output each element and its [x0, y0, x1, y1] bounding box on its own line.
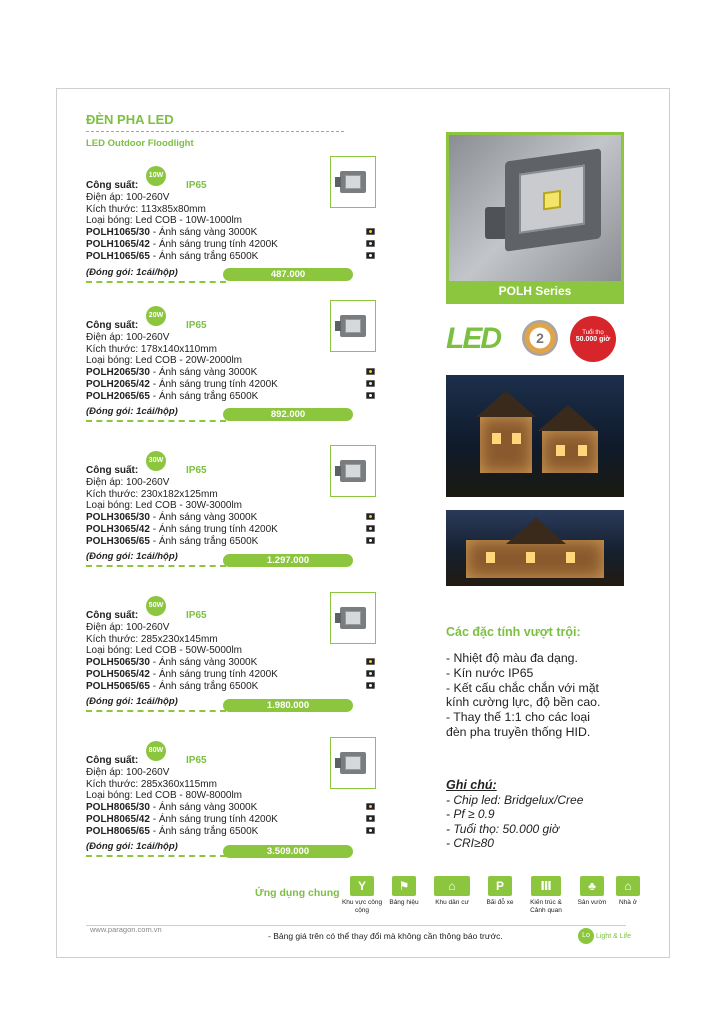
website-link[interactable]: www.paragon.com.vn: [90, 925, 162, 934]
app-label: Khu vực công cộng: [341, 899, 383, 914]
price-divider: [86, 855, 226, 857]
variant-row: [86, 251, 278, 263]
variant-row: [86, 367, 278, 379]
variant-desc: - Ánh sáng vàng 3000K: [149, 657, 258, 669]
warm-light-icon: [366, 228, 375, 235]
warranty-badge: 2: [522, 320, 558, 356]
product-specs: [86, 172, 278, 263]
ip-rating: IP65: [186, 755, 207, 766]
app-label: Bảng hiệu: [389, 899, 419, 906]
price-tag: 1.980.000: [223, 699, 353, 712]
watt-badge: 20W: [146, 306, 166, 326]
feature-item: - Thay thế 1:1 cho các loại: [446, 710, 591, 725]
product-card-20w: [86, 312, 378, 450]
variant-row: [86, 657, 278, 669]
page-title: ĐÈN PHA LED: [86, 112, 174, 127]
app-public-area: [340, 876, 384, 914]
neutral-light-icon: [366, 240, 375, 247]
neutral-light-icon: [366, 670, 375, 677]
ip-rating: IP65: [186, 610, 207, 621]
variant-desc: - Ánh sáng vàng 3000K: [149, 367, 258, 379]
packaging-note: (Đóng gói: 1cái/hộp): [86, 841, 178, 852]
variant-desc: - Ánh sáng trung tính 4200K: [149, 523, 278, 535]
certification-logos: [446, 316, 624, 362]
watt-badge: 80W: [146, 741, 166, 761]
variant-row: [86, 536, 278, 548]
note-item: - Chip led: Bridgelux/Cree: [446, 793, 584, 807]
variant-desc: - Ánh sáng trắng 6500K: [149, 535, 259, 547]
residential-icon: ⌂: [434, 876, 470, 896]
size-text: Kích thước: 285x360x115mm: [86, 778, 217, 790]
price-divider: [86, 420, 226, 422]
app-label: Khu dân cư: [435, 899, 469, 906]
variant-desc: - Ánh sáng trắng 6500K: [149, 680, 259, 692]
power-label: Công suất:: [86, 465, 139, 476]
hero-product-image: [449, 135, 621, 281]
power-label: Công suất:: [86, 320, 139, 331]
product-specs: [86, 602, 278, 693]
product-specs: [86, 747, 278, 838]
variant-desc: - Ánh sáng trắng 6500K: [149, 390, 259, 402]
product-card-30w: [86, 457, 378, 595]
feature-item: - Kết cấu chắc chắn với mặt: [446, 680, 599, 695]
signboard-icon: ⚑: [392, 876, 416, 896]
packaging-note: (Đóng gói: 1cái/hộp): [86, 696, 178, 707]
variant-row: [86, 512, 278, 524]
app-residential: [430, 876, 474, 907]
cool-light-icon: [366, 252, 375, 259]
seal-main-text: 50.000 giờ: [575, 336, 611, 343]
variant-row: [86, 227, 278, 239]
cool-light-icon: [366, 392, 375, 399]
ip-rating: IP65: [186, 320, 207, 331]
bulb-text: Loại bóng: Led COB - 30W-3000lm: [86, 500, 243, 512]
neutral-light-icon: [366, 380, 375, 387]
floodlight-icon: [340, 752, 366, 774]
power-label: Công suất:: [86, 610, 139, 621]
price-divider: [86, 281, 226, 283]
product-card-10w: [86, 172, 378, 310]
variant-desc: - Ánh sáng trung tính 4200K: [149, 238, 278, 250]
product-card-80w: [86, 747, 378, 885]
brand-logo: [578, 928, 631, 944]
variant-code: POLH5065/42: [86, 668, 150, 680]
floodlight-thumbnail[interactable]: [330, 156, 376, 208]
power-label: Công suất:: [86, 755, 139, 766]
note-item: - Tuổi thọ: 50.000 giờ: [446, 821, 560, 836]
variant-row: [86, 239, 278, 251]
app-label: Bãi đỗ xe: [486, 899, 514, 906]
disclaimer-text: - Bảng giá trên có thể thay đổi mà không cần thông báo trước.: [268, 931, 503, 941]
app-label: Nhà ở: [619, 899, 637, 906]
garden-icon: ♣: [580, 876, 604, 896]
app-home: [606, 876, 650, 907]
warm-light-icon: [366, 513, 375, 520]
house-lighting-photo: [446, 510, 624, 586]
variant-desc: - Ánh sáng vàng 3000K: [149, 802, 258, 814]
bulb-text: Loại bóng: Led COB - 80W-8000lm: [86, 790, 243, 802]
variant-row: [86, 826, 278, 838]
brand-mark-icon: Lo: [578, 928, 594, 944]
price-tag: 3.509.000: [223, 845, 353, 858]
features-list: [446, 651, 600, 740]
price-divider: [86, 565, 226, 567]
feature-item: - Kín nước IP65: [446, 665, 534, 680]
home-icon: ⌂: [616, 876, 640, 896]
variant-code: POLH8065/42: [86, 813, 150, 825]
floodlight-icon: [505, 148, 601, 251]
variant-code: POLH8065/30: [86, 802, 150, 814]
variant-code: POLH1065/30: [86, 227, 150, 239]
app-label: Sân vườn: [577, 899, 607, 906]
cool-light-icon: [366, 827, 375, 834]
floodlight-thumbnail[interactable]: [330, 445, 376, 497]
variant-code: POLH3065/30: [86, 512, 150, 524]
floodlight-thumbnail[interactable]: [330, 592, 376, 644]
size-text: Kích thước: 178x140x110mm: [86, 343, 217, 355]
feature-item: kính cường lực, độ bền cao.: [446, 695, 601, 710]
packaging-note: (Đóng gói: 1cái/hộp): [86, 551, 178, 562]
bulb-text: Loại bóng: Led COB - 50W-5000lm: [86, 645, 243, 657]
floodlight-icon: [340, 460, 366, 482]
variant-code: POLH3065/65: [86, 535, 150, 547]
product-specs: [86, 457, 278, 548]
size-text: Kích thước: 230x182x125mm: [86, 488, 218, 500]
applications-title: Ứng dụng chung: [255, 887, 340, 899]
warm-light-icon: [366, 803, 375, 810]
variant-row: [86, 681, 278, 693]
price-tag: 1.297.000: [223, 554, 353, 567]
variant-code: POLH2065/30: [86, 367, 150, 379]
power-label: Công suất:: [86, 180, 139, 191]
floodlight-thumbnail[interactable]: [330, 300, 376, 352]
variant-code: POLH2065/65: [86, 390, 150, 402]
neutral-light-icon: [366, 525, 375, 532]
lifetime-seal: [570, 316, 616, 362]
page-subtitle: LED Outdoor Floodlight: [86, 138, 194, 149]
app-label: Kiến trúc & Cảnh quan: [530, 899, 562, 914]
architecture-icon: Ⅲ: [531, 876, 561, 896]
variant-desc: - Ánh sáng trung tính 4200K: [149, 668, 278, 680]
variant-code: POLH1065/65: [86, 250, 150, 262]
variant-desc: - Ánh sáng trắng 6500K: [149, 250, 259, 262]
footer-divider: [86, 925, 626, 926]
price-tag: 892.000: [223, 408, 353, 421]
led-logo: LED: [446, 322, 500, 355]
features-title: Các đặc tính vượt trội:: [446, 625, 581, 639]
variant-desc: - Ánh sáng vàng 3000K: [149, 512, 258, 524]
hero-product-panel: [446, 132, 624, 304]
price-divider: [86, 710, 226, 712]
parking-icon: P: [488, 876, 512, 896]
ip-rating: IP65: [186, 180, 207, 191]
app-parking: [478, 876, 522, 907]
variant-desc: - Ánh sáng trắng 6500K: [149, 825, 259, 837]
voltage-text: Điện áp: 100-260V: [86, 621, 170, 633]
floodlight-icon: [340, 315, 366, 337]
variant-row: [86, 391, 278, 403]
variant-row: [86, 524, 278, 536]
warm-light-icon: [366, 658, 375, 665]
voltage-text: Điện áp: 100-260V: [86, 766, 170, 778]
variant-desc: - Ánh sáng trung tính 4200K: [149, 378, 278, 390]
variant-row: [86, 669, 278, 681]
bulb-text: Loại bóng: Led COB - 20W-2000lm: [86, 355, 243, 367]
product-card-50w: [86, 602, 378, 740]
variant-row: [86, 802, 278, 814]
price-tag: 487.000: [223, 268, 353, 281]
note-item: - Pf ≥ 0.9: [446, 807, 495, 822]
series-label: POLH Series: [498, 284, 572, 298]
voltage-text: Điện áp: 100-260V: [86, 476, 170, 488]
packaging-note: (Đóng gói: 1cái/hộp): [86, 406, 178, 417]
feature-item: - Nhiệt độ màu đa dạng.: [446, 651, 578, 665]
voltage-text: Điện áp: 100-260V: [86, 191, 170, 203]
variant-code: POLH8065/65: [86, 825, 150, 837]
neutral-light-icon: [366, 815, 375, 822]
variant-code: POLH5065/65: [86, 680, 150, 692]
notes-list: [446, 793, 583, 850]
variant-desc: - Ánh sáng trung tính 4200K: [149, 813, 278, 825]
title-divider: [86, 131, 344, 132]
seal-top-text: Tuổi thọ: [582, 330, 604, 336]
variant-code: POLH1065/42: [86, 238, 150, 250]
bulb-text: Loại bóng: Led COB - 10W-1000lm: [86, 215, 243, 227]
watt-badge: 50W: [146, 596, 166, 616]
packaging-note: (Đóng gói: 1cái/hộp): [86, 267, 178, 278]
product-specs: [86, 312, 278, 403]
size-text: Kích thước: 113x85x80mm: [86, 203, 206, 215]
cool-light-icon: [366, 537, 375, 544]
ip-rating: IP65: [186, 465, 207, 476]
floodlight-icon: [340, 171, 366, 193]
watt-badge: 10W: [146, 166, 166, 186]
app-architecture: [524, 876, 568, 914]
watt-badge: 30W: [146, 451, 166, 471]
app-signboard: [382, 876, 426, 907]
feature-item: đèn pha truyền thống HID.: [446, 724, 591, 739]
floodlight-icon: [340, 607, 366, 629]
variant-code: POLH2065/42: [86, 378, 150, 390]
variant-code: POLH3065/42: [86, 523, 150, 535]
voltage-text: Điện áp: 100-260V: [86, 331, 170, 343]
cool-light-icon: [366, 682, 375, 689]
floodlight-thumbnail[interactable]: [330, 737, 376, 789]
size-text: Kích thước: 285x230x145mm: [86, 633, 218, 645]
house-night-photo: [446, 375, 624, 497]
variant-row: [86, 814, 278, 826]
public-area-icon: Y: [350, 876, 374, 896]
warm-light-icon: [366, 368, 375, 375]
variant-code: POLH5065/30: [86, 657, 150, 669]
note-item: - CRI≥80: [446, 835, 494, 850]
brand-tagline: Light & Life: [595, 932, 631, 940]
variant-row: [86, 379, 278, 391]
variant-desc: - Ánh sáng vàng 3000K: [149, 227, 258, 239]
notes-title: Ghi chú:: [446, 778, 497, 792]
